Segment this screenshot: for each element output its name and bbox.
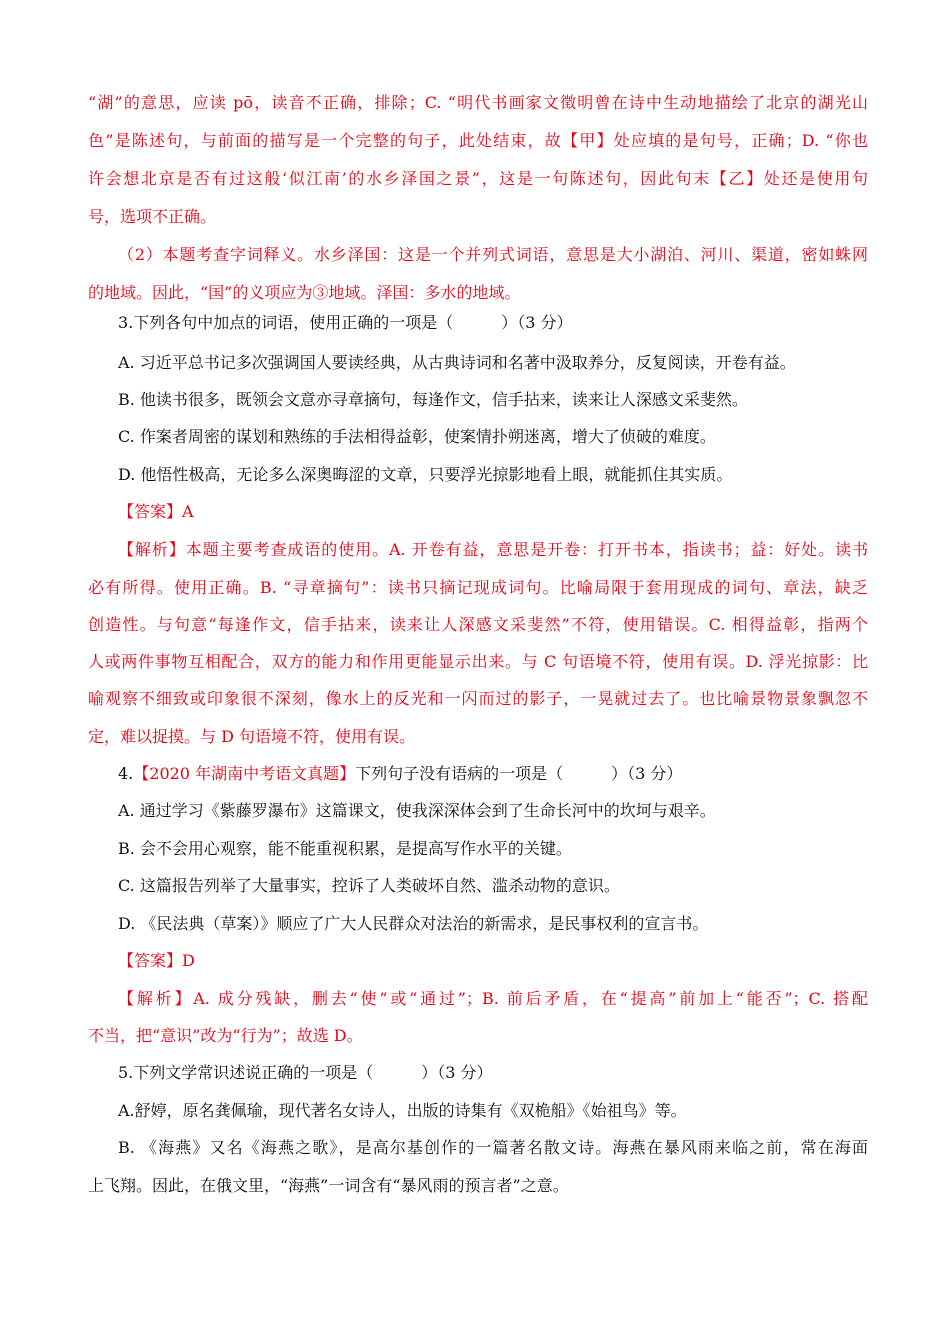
question-3-analysis: 定，难以捉摸。与 D 句语境不符，使用有误。: [88, 727, 416, 746]
question-5-option-b: B. 《海燕》又名《海燕之歌》，是高尔基创作的一篇著名散文诗。海燕在暴风雨来临之前，常在海面: [118, 1138, 868, 1157]
question-5-option-b: 上飞翔。因此，在俄文里，“海燕”一词含有“暴风雨的预言者”之意。: [88, 1176, 569, 1195]
question-4-answer: 【答案】D: [118, 951, 195, 970]
question-3-option-a: A. 习近平总书记多次强调国人要读经典，从古典诗词和名著中汲取养分，反复阅读，开卷有益。: [118, 353, 796, 372]
question-3-analysis: 【解析】本题主要考查成语的使用。A. 开卷有益，意思是开卷：打开书本，指读书；益：好处。读书: [118, 540, 868, 559]
analysis-line: （2）本题考查字词释义。水乡泽国：这是一个并列式词语，意思是大小湖泊、河川、渠道，密如蛛网: [118, 245, 868, 264]
question-4-option-a: A. 通过学习《紫藤罗瀑布》这篇课文，使我深深体会到了生命长河中的坎坷与艰辛。: [118, 801, 716, 820]
question-3-analysis: 人或两件事物互相配合，双方的能力和作用更能显示出来。与 C 句语境不符，使用有误。D. 浮光掠影：比: [88, 652, 868, 671]
analysis-line: 许会想北京是否有过这般‘似江南’的水乡泽国之景”，这是一句陈述句，因此句末【乙】处还是使用句: [88, 169, 868, 188]
analysis-line: “湖”的意思，应读 pō，读音不正确，排除；C. “明代书画家文徵明曾在诗中生动地描绘了北京的湖光山: [88, 93, 868, 112]
question-3-analysis: 创造性。与句意“每逢作文，信手拈来，读来让人深感文采斐然”不符，使用错误。C. 相得益彰，指两个: [88, 615, 868, 634]
question-4-option-c: C. 这篇报告列举了大量事实，控诉了人类破坏自然、滥杀动物的意识。: [118, 876, 620, 895]
question-3-answer: 【答案】A: [118, 502, 194, 521]
analysis-line: 的地域。因此，“国”的义项应为③地域。泽国：多水的地域。: [88, 283, 521, 302]
analysis-line: 号，选项不正确。: [88, 207, 217, 226]
question-3-option-c: C. 作案者周密的谋划和熟练的手法相得益彰，使案情扑朔迷离，增大了侦破的难度。: [118, 427, 716, 446]
analysis-line: 色”是陈述句，与前面的描写是一个完整的句子，此处结束，故【甲】处应填的是句号，正确；D. “你也: [88, 131, 868, 150]
question-5-stem: 5.下列文学常识述说正确的一项是（ ）（3 分）: [118, 1063, 493, 1082]
question-3-option-d: D. 他悟性极高，无论多么深奥晦涩的文章，只要浮光掠影地看上眼，就能抓住其实质。: [118, 465, 733, 484]
question-4-stem: [118, 764, 868, 784]
question-4-option-d: D. 《民法典（草案）》顺应了广大人民群众对法治的新需求，是民事权利的宣言书。: [118, 914, 709, 933]
question-4-source-tag: 【2020 年湖南中考语文真题】: [133, 764, 356, 783]
question-3-stem: 3.下列各句中加点的词语，使用正确的一项是（ ）（3 分）: [118, 313, 573, 332]
question-4-analysis: 【解析】A. 成分残缺，删去“使”或“通过”；B. 前后矛盾，在“提高”前加上“能否”；C. 搭配: [118, 989, 868, 1008]
question-4-analysis: 不当，把“意识”改为“行为”；故选 D。: [88, 1026, 363, 1045]
question-5-option-a: A.舒婷，原名龚佩瑜，现代著名女诗人，出版的诗集有《双桅船》《始祖鸟》等。: [118, 1101, 687, 1120]
question-4-stem-text: 下列句子没有语病的一项是（ ）（3 分）: [355, 764, 683, 783]
question-3-analysis: 必有所得。使用正确。B. “寻章摘句”：读书只摘记现成词句。比喻局限于套用现成的词句、章法，缺乏: [88, 578, 868, 597]
question-4-option-b: B. 会不会用心观察，能不能重视积累，是提高写作水平的关键。: [118, 839, 572, 858]
question-3-analysis: 喻观察不细致或印象很不深刻，像水上的反光和一闪而过的影子，一晃就过去了。也比喻景物景象飘忽不: [88, 689, 868, 708]
question-4-number: 4.: [118, 764, 134, 783]
question-3-option-b: B. 他读书很多，既领会文意亦寻章摘句，每逢作文，信手拈来，读来让人深感文采斐然。: [118, 390, 748, 409]
